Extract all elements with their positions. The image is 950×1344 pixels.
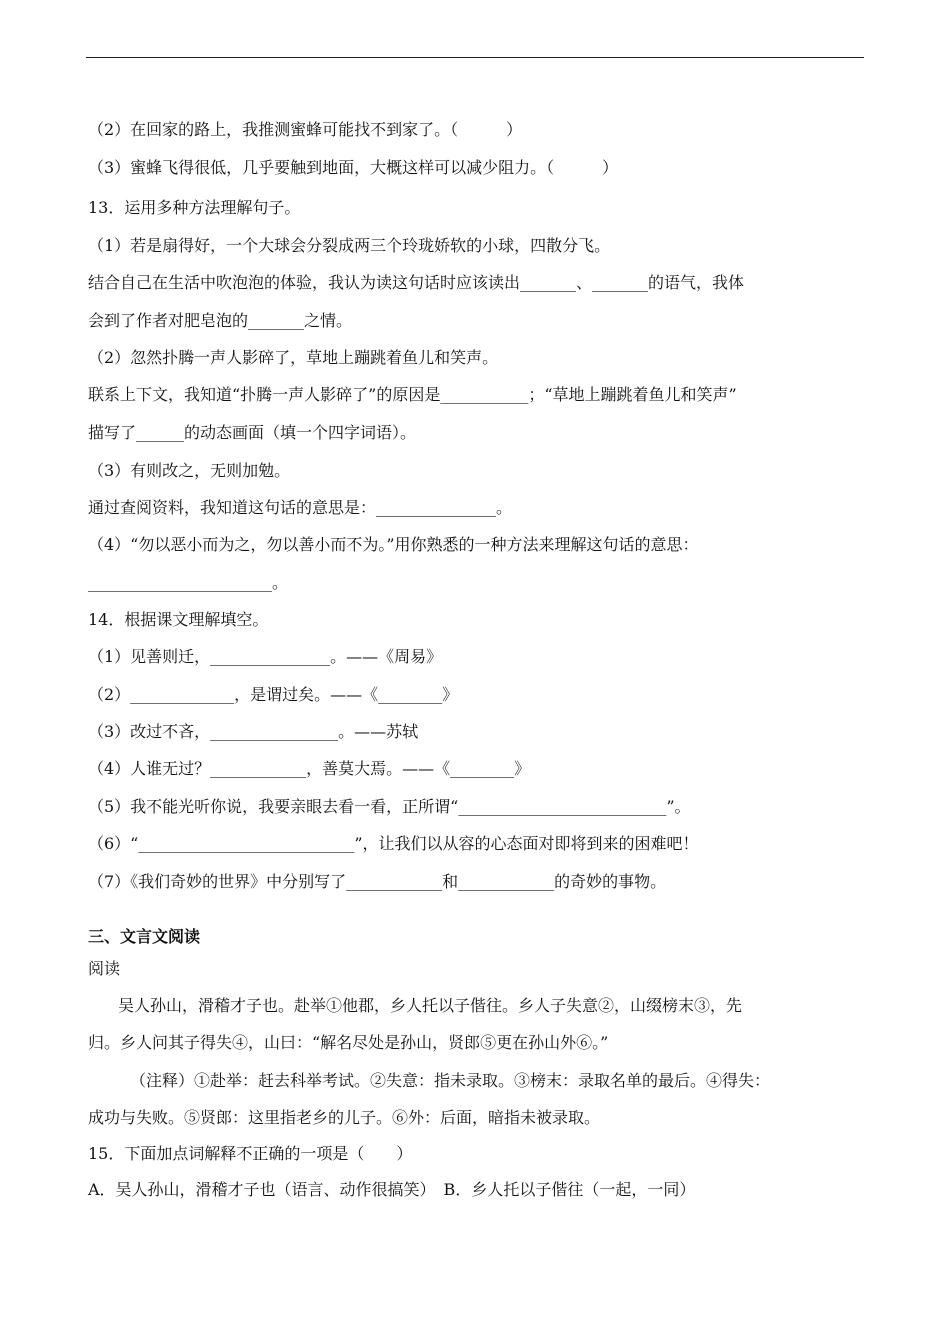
q14-item-5: （5）我不能光听你说，我要亲眼去看一看，正所谓“__________________________”。 [88,797,691,816]
notes-line-1: （注释）①赴举：赶去科举考试。②失意：指未录取。③榜末：录取名单的最后。④得失： [130,1071,771,1090]
q14-title: 14．根据课文理解填空。 [88,610,269,629]
q13-sentence-3: （3）有则改之，无则加勉。 [88,461,291,480]
q14-item-1: （1）见善则迁，_______________。——《周易》 [88,647,443,666]
header-rule [86,57,864,58]
q13-blank-4: _______________________。 [88,573,289,592]
q13-prompt-2a: 联系上下文，我知道“扑腾一声人影碎了”的原因是___________；“草地上蹦跳着鱼儿和笑声” [88,385,737,404]
q14-item-7: （7）《我们奇妙的世界》中分别写了____________和____________的奇妙的事物。 [88,872,667,891]
reading-label: 阅读 [88,959,121,978]
q14-item-6: （6）“___________________________”，让我们以从容的心态面对即将到来的困难吧！ [88,834,699,853]
q14-item-4: （4）人谁无过？____________，善莫大焉。——《________》 [88,759,531,778]
passage-line-1: 吴人孙山，滑稽才子也。赴举①他郡，乡人托以子偕往。乡人子失意②，山缀榜末③，先 [118,996,743,1015]
q13-prompt-1b: 会到了作者对肥皂泡的_______之情。 [88,311,353,330]
q13-sentence-1: （1）若是扇得好，一个大球会分裂成两三个玲珑娇软的小球，四散分飞。 [88,236,611,255]
notes-line-2: 成功与失败。⑤贤郎：这里指老乡的儿子。⑥外：后面，暗指未被录取。 [88,1108,601,1127]
q13-prompt-3: 通过查阅资料，我知道这句话的意思是：_______________。 [88,498,513,517]
q15-title: 15．下面加点词解释不正确的一项是（ ） [88,1144,413,1163]
q14-item-3: （3）改过不吝，________________。——苏轼 [88,722,419,741]
q13-sentence-4: （4）“勿以恶小而为之，勿以善小而不为。”用你熟悉的一种方法来理解这句话的意思： [88,535,699,554]
section-title: 三、文言文阅读 [88,927,201,946]
q14-item-2: （2）_____________，是谓过矣。——《________》 [88,685,459,704]
q13-prompt-2b: 描写了______的动态画面（填一个四字词语）。 [88,423,417,442]
q13-prompt-1a: 结合自己在生活中吹泡泡的体验，我认为读这句话时应该读出_______、_______的语气，我体 [88,273,745,292]
q15-options-ab: A．吴人孙山，滑稽才子也（语言、动作很搞笑） B．乡人托以子偕往（一起，一同） [88,1180,696,1199]
q12-item-3: （3）蜜蜂飞得很低，几乎要触到地面，大概这样可以减少阻力。（ ） [88,158,619,177]
q12-item-2: （2）在回家的路上，我推测蜜蜂可能找不到家了。（ ） [88,120,523,139]
passage-line-2: 归。乡人问其子得失④，山曰：“解名尽处是孙山，贤郎⑤更在孙山外⑥。” [88,1033,609,1052]
q13-sentence-2: （2）忽然扑腾一声人影碎了，草地上蹦跳着鱼儿和笑声。 [88,348,499,367]
q13-title: 13．运用多种方法理解句子。 [88,198,301,217]
